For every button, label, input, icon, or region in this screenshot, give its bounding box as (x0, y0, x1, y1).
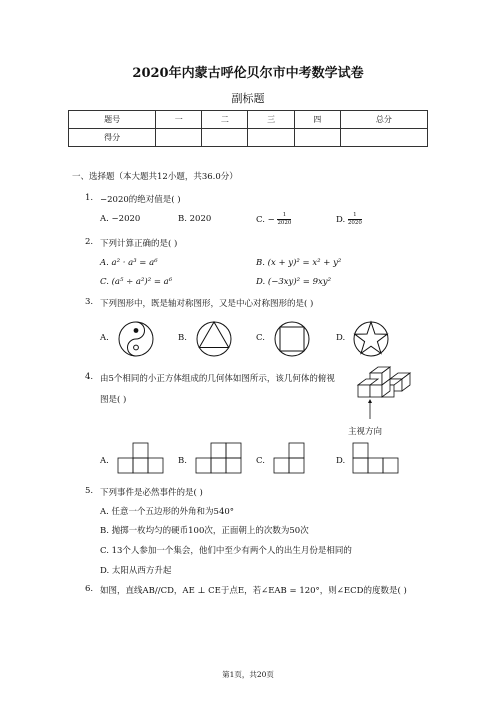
question-number: 3. (85, 297, 94, 307)
table-row (69, 129, 428, 147)
question-number: 2. (85, 237, 94, 247)
table-cell: 二 (202, 111, 248, 129)
option-a: A. 任意一个五边形的外角和为540° (100, 507, 235, 517)
star-in-circle-figure (352, 320, 390, 358)
option-b: B. 2020 (178, 214, 212, 224)
triangle-in-circle-figure (195, 320, 233, 358)
option-c-label: C. − (256, 215, 275, 225)
table-cell: 四 (294, 111, 340, 129)
score-table (68, 110, 428, 147)
table-cell: 三 (248, 111, 294, 129)
option-c (256, 212, 291, 227)
option-b: B. (178, 456, 187, 466)
option-a: A. (100, 456, 109, 466)
option-c: C. (256, 456, 265, 466)
table-row (69, 111, 428, 129)
table-cell (248, 129, 294, 147)
page-footer: 第1页，共20页 (222, 670, 274, 679)
option-b: B. 抛掷一枚均匀的硬币100次，正面朝上的次数为50次 (100, 526, 309, 536)
table-cell (294, 129, 340, 147)
table-cell: 得分 (69, 129, 156, 147)
question-number: 1. (85, 193, 94, 203)
option-a: A. a² · a³ = a⁶ (100, 258, 158, 268)
fraction-denominator: 2020 (277, 220, 292, 226)
option-a: A. −2020 (100, 214, 141, 224)
option-d: D. (−3xy)² = 9xy² (256, 277, 332, 287)
table-cell (340, 129, 427, 147)
option-d: D. (336, 333, 346, 343)
question-number: 4. (85, 372, 94, 382)
option-c: C. (256, 333, 265, 343)
page-title: 2020年内蒙古呼伦贝尔市中考数学试卷 (132, 66, 364, 81)
question-stem: 如图，直线AB//CD，AE ⊥ CE于点E，若∠EAB = 120°，则∠ECD的度数是( ) (100, 586, 407, 596)
top-view-a (117, 442, 165, 475)
option-d (336, 212, 362, 227)
option-c: C. 13个人参加一个集会，他们中至少有两个人的出生月份是相同的 (100, 546, 352, 556)
fraction-denominator: 2020 (347, 220, 362, 226)
question-stem: 下列图形中，既是轴对称图形，又是中心对称图形的是( ) (100, 299, 314, 309)
fraction (348, 212, 362, 227)
yin-yang-figure (117, 320, 155, 358)
table-cell: 一 (156, 111, 202, 129)
table-cell: 题号 (69, 111, 156, 129)
table-cell: 总分 (340, 111, 427, 129)
cube-stack-figure (350, 365, 415, 425)
question-stem-continued: 图是( ) (100, 395, 127, 405)
option-d: D. 太阳从西方升起 (100, 566, 172, 576)
fraction-numerator: 1 (348, 212, 362, 220)
question-number: 5. (85, 486, 94, 496)
option-b: B. (x + y)² = x² + y² (256, 258, 342, 268)
section-heading: 一、选择题（本大题共12小题，共36.0分） (72, 172, 238, 182)
square-in-circle-figure (273, 320, 311, 358)
fraction (277, 212, 291, 227)
fraction-numerator: 1 (277, 212, 291, 220)
top-view-b (195, 442, 243, 475)
question-stem: −2020的绝对值是( ) (100, 195, 181, 205)
option-d: D. (336, 456, 346, 466)
option-d-label: D. (336, 215, 346, 225)
question-stem: 下列计算正确的是( ) (100, 239, 178, 249)
question-stem: 下列事件是必然事件的是( ) (100, 488, 203, 498)
table-cell (202, 129, 248, 147)
option-a: A. (100, 333, 109, 343)
view-direction-label: 主视方向 (348, 427, 383, 437)
option-b: B. (178, 333, 187, 343)
top-view-d (352, 442, 404, 475)
question-number: 6. (85, 584, 94, 594)
question-stem: 由5个相同的小正方体组成的几何体如图所示，该几何体的俯视 (100, 374, 335, 384)
page-subtitle: 副标题 (231, 92, 265, 105)
top-view-c (273, 442, 321, 475)
table-cell (156, 129, 202, 147)
option-c: C. (a⁵ ÷ a²)² = a⁶ (100, 277, 173, 287)
